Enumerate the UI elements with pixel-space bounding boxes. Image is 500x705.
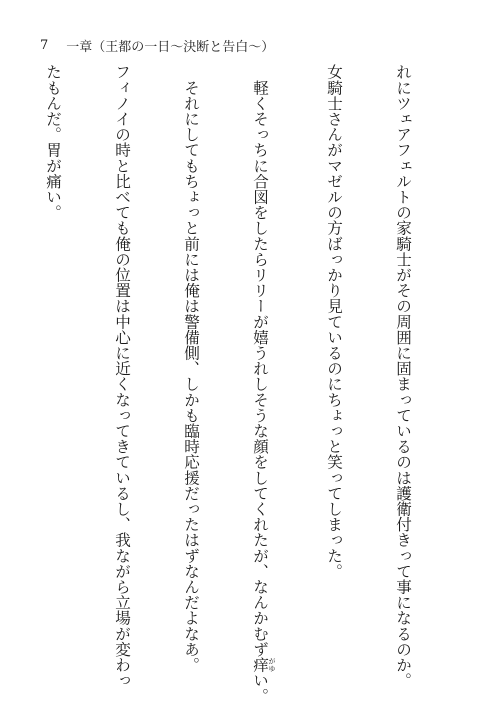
furigana: 痒 がゆ bbox=[251, 656, 276, 673]
text-line: 女騎士さんがマゼルの方ばっかり見ているのにちょっと笑ってしまった。 bbox=[325, 64, 343, 579]
text-line: それにしてもちょっと前には俺は警備側、しかも臨時応援だったはずなんだよなあ。 bbox=[182, 64, 200, 673]
chapter-title: 一章（王都の一日〜決断と告白〜） bbox=[66, 39, 275, 55]
running-header bbox=[40, 34, 460, 56]
text-line: 軽くそっちに合図をしたらリリーが嬉うれしそうな顔をしてくれたが、なんかむず痒 がゆい。 bbox=[251, 64, 276, 704]
vertical-body-text bbox=[40, 64, 460, 704]
text-line: たもんだ。胃が痛い。 bbox=[44, 64, 62, 220]
text-line: れにツェアフェルトの家騎士がその周囲に固まっているのは護衛付きって事になるのか。 bbox=[394, 64, 412, 688]
text-line: フィノイの時と比べても俺の位置は中心に近くなってきているし、我ながら立場が変わっ bbox=[113, 64, 131, 688]
page-number: 7 bbox=[40, 37, 49, 53]
